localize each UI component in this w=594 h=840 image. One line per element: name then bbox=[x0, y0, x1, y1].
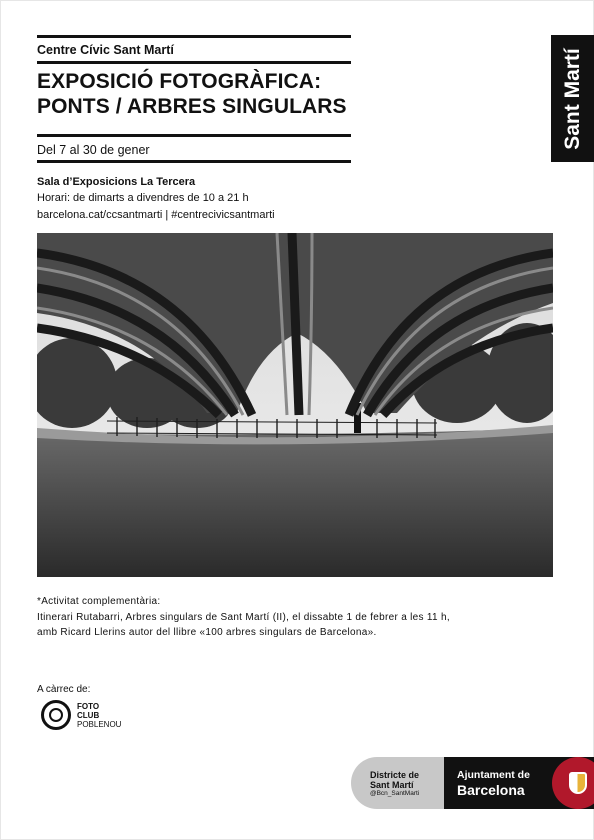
complementary-activity bbox=[37, 594, 450, 641]
fotoclub-logo bbox=[41, 700, 121, 730]
exhibition-photo bbox=[37, 233, 553, 577]
city-line-1: Ajuntament de bbox=[457, 769, 530, 781]
rule-2 bbox=[37, 61, 351, 64]
side-label: Sant Martí bbox=[560, 47, 584, 150]
exhibition-dates: Del 7 al 30 de gener bbox=[37, 143, 150, 157]
fotoclub-logo-icon bbox=[41, 700, 71, 730]
credits-label: A càrrec de: bbox=[37, 684, 91, 695]
rule-4 bbox=[37, 160, 351, 163]
web-links[interactable]: barcelona.cat/ccsantmarti | #centrecivicsantmarti bbox=[37, 209, 275, 221]
venue: Sala d’Exposicions La Tercera bbox=[37, 176, 196, 188]
note-heading: *Activitat complementària: bbox=[37, 596, 161, 607]
district-side-tab bbox=[551, 35, 594, 162]
title-line-1: EXPOSICIÓ FOTOGRÀFICA: bbox=[37, 70, 322, 93]
district-name bbox=[370, 770, 419, 790]
opening-hours: Horari: de dimarts a divendres de 10 a 21 h bbox=[37, 192, 249, 204]
district-line-1: Districte de bbox=[370, 770, 420, 780]
district-line-2: Sant Martí bbox=[370, 780, 414, 790]
logo-line-3: POBLENOU bbox=[77, 719, 122, 729]
bridge-photo-illustration bbox=[37, 233, 553, 577]
city-line-2: Barcelona bbox=[457, 782, 525, 798]
top-rule bbox=[37, 35, 351, 38]
fotoclub-wordmark bbox=[77, 702, 121, 729]
organizer: Centre Cívic Sant Martí bbox=[37, 43, 174, 57]
note-line-1: Itinerari Rutabarri, Arbres singulars de Sant Martí (II), el dissabte 1 de febrer a les 11 h, bbox=[37, 611, 450, 623]
exhibition-title bbox=[37, 69, 347, 119]
rule-3 bbox=[37, 134, 351, 137]
district-handle[interactable]: @Bcn_SantMarti bbox=[370, 790, 420, 797]
note-line-2: amb Ricard Llerins autor del llibre «100 arbres singulars de Barcelona». bbox=[37, 627, 377, 638]
logo-line-2: CLUB bbox=[77, 710, 100, 720]
logo-line-1: FOTO bbox=[77, 701, 100, 711]
title-line-2: PONTS / ARBRES SINGULARS bbox=[37, 95, 347, 118]
